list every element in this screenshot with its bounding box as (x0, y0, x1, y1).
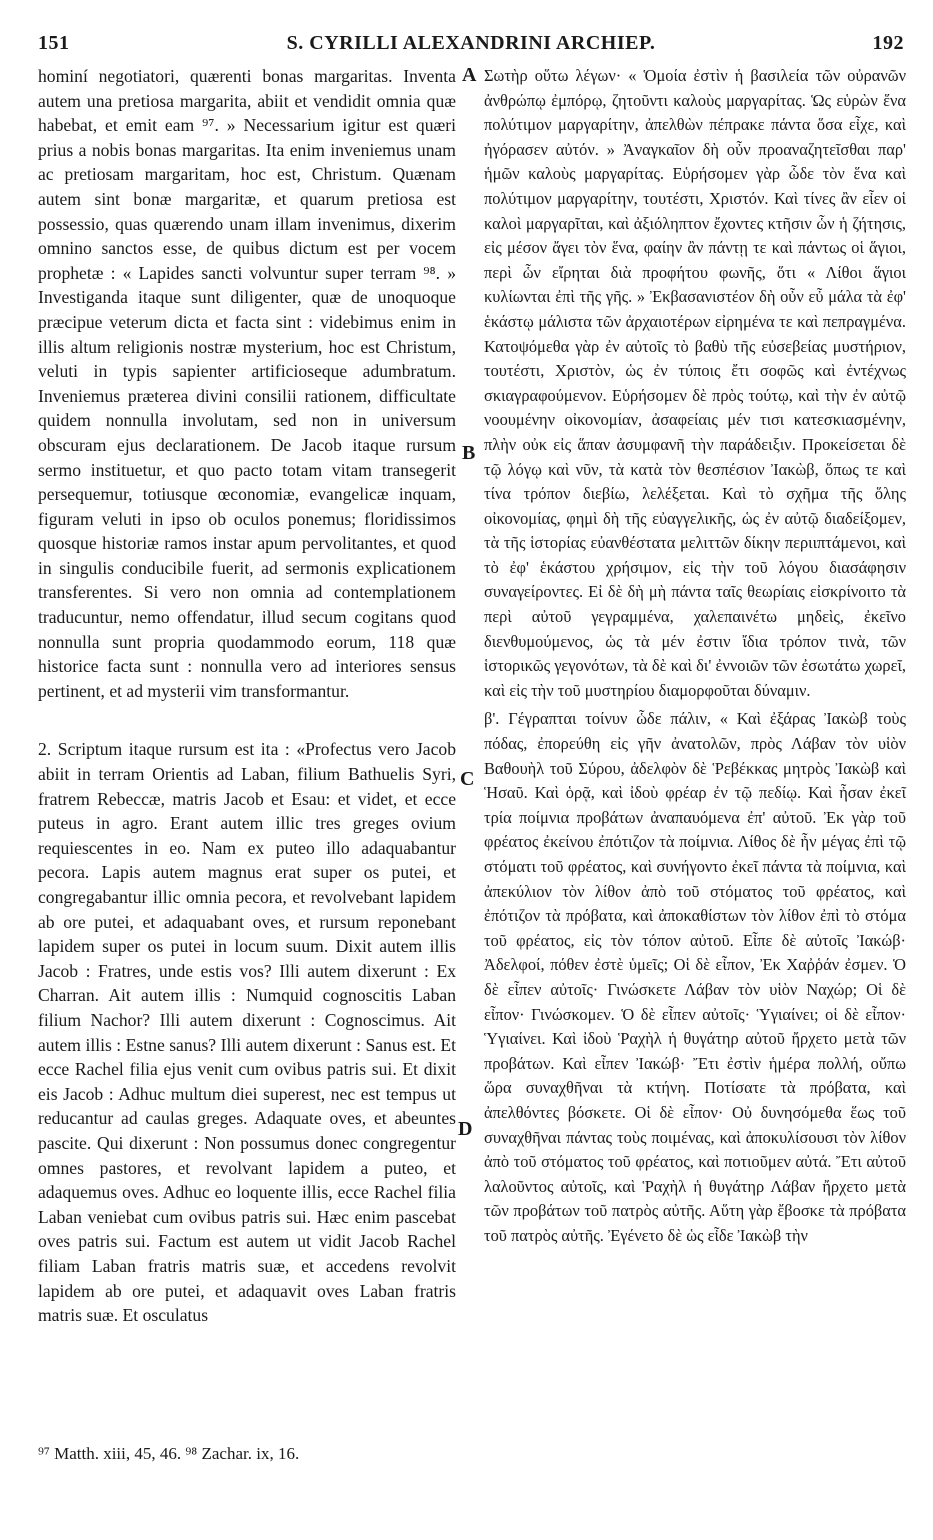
margin-mark-d: D (458, 1118, 473, 1140)
margin-mark-a: A (462, 64, 477, 86)
running-header (38, 32, 904, 60)
margin-mark-b: B (462, 442, 476, 464)
greek-column (484, 64, 906, 1249)
greek-paragraph-2: β'. Γέγραπται τοίνυν ὧδε πάλιν, « Καὶ ἐξάρας Ἰακὼβ τοὺς πόδας, ἐπορεύθη εἰς γῆν ἀνατολῶν, πρὸς Λάβαν τὸν υἱὸν Βαθουὴλ τοῦ Σύρου, ἀδελφὸν δὲ Ῥεβέκκας μητρὸς Ἰακὼβ καὶ Ἡσαῦ. Καὶ ὁρᾷ, καὶ ἰδοὺ φρέαρ ἐν τῷ πεδίῳ. Καὶ ἦσαν ἐκεῖ τρία ποίμνια προβάτων ἀναπαυόμενα ἐπ' αὐτοῦ. Ἐκ γὰρ τοῦ φρέατος ἐκείνου ἐπότιζον τὰ ποίμνια. Λίθος δὲ ἦν μέγας ἐπὶ τῷ στόματι τοῦ φρέατος, καὶ συνήγοντο ἐκεῖ πάντα τὰ ποίμνια, καὶ ἀπεκύλιον τὸν λίθον ἀπὸ τοῦ στόματος τοῦ φρέατος, καὶ ἐπότιζον τὰ πρόβατα, καὶ ἀποκαθίστων τὸν λίθον ἐπὶ τὸ στόμα τοῦ φρέατος, εἰς τὸν τόπον αὐτοῦ. Εἶπε δὲ αὐτοῖς Ἰακώβ· Ἀδελφοί, πόθεν ἐστὲ ὑμεῖς; Οἱ δὲ εἶπον, Ἐκ Χαῤῥάν ἐσμεν. Ὁ δὲ εἶπεν αὐτοῖς· Γινώσκετε Λάβαν τὸν υἱὸν Ναχώρ; Οἱ δὲ εἶπον· Γινώσκομεν. Ὁ δὲ εἶπεν αὐτοῖς· Ὑγιαίνει; οἱ δὲ εἶπον· Ὑγιαίνει. Καὶ ἰδοὺ Ῥαχὴλ ἡ θυγάτηρ αὐτοῦ ἤρχετο μετὰ τῶν προβάτων. Καὶ εἶπεν Ἰακώβ· Ἔτι ἐστὶν ἡμέρα πολλή, οὔπω ὥρα συναχθῆναι τὰ κτήνη. Ποτίσατε τὰ πρόβατα, καὶ ἀπελθόντες βόσκετε. Οἱ δὲ εἶπον· Οὐ δυνησόμεθα ἕως τοῦ συναχθῆναι πάντας τοὺς ποιμένας, καὶ ἀποκυλίσουσι τὸν λίθον ἀπὸ τοῦ στόματος τοῦ φρέατος, καὶ ποτιοῦμεν αὐτά. Ἔτι αὐτοῦ λαλοῦντος αὐτοῖς, καὶ Ῥαχὴλ ἡ θυγάτηρ Λάβαν ἤρχετο μετὰ τῶν προβάτων τοῦ πατρὸς αὐτῆς. Αὕτη γὰρ ἔβοσκε τὰ πρόβατα τοῦ πατρὸς αὐτῆς. Ἐγένετο δὲ ὡς εἶδε Ἰακὼβ τὴν (484, 709, 906, 1245)
footnotes: ⁹⁷ Matth. xiii, 45, 46. ⁹⁸ Zachar. ix, 16. (38, 1444, 300, 1463)
greek-paragraph-1: Σωτὴρ οὕτω λέγων· « Ὁμοία ἐστὶν ἡ βασιλεία τῶν οὐρανῶν ἀνθρώπῳ ἐμπόρῳ, ζητοῦντι καλοὺς μαργαρίτας. Ὡς εὑρὼν ἕνα πολύτιμον μαργαρίτην, ἀπελθὼν πέπρακε πάντα ὅσα εἶχε, καὶ ἠγόρασεν αὐτόν. » Ἀναγκαῖον δὴ οὖν προαναζητεῖσθαι παρ' ἡμῶν καλοὺς μαργαρίτας. Εὑρήσομεν γὰρ ὧδε τὸν ἕνα καὶ πολύτιμον μαργαρίτην, τουτέστι, Χριστόν. Καὶ τίνες ἂν εἶεν οἱ καλοὶ μαργαρῖται, καὶ ἀξιόληπτον ἔχοντες κτῆσιν ὧν ἡ ζήτησις, εἰς μέσον ἄγει τὸν ἕνα, φαίην ἂν πάντῃ τε καὶ πάντως οἱ ἅγιοι, περὶ ὧν εἴρηται διὰ προφήτου φωνῆς, ὅτι « Λίθοι ἅγιοι κυλίωνται ἐπὶ τῆς γῆς. » Ἐκβασανιστέον δὴ οὖν εὖ μάλα τὰ ἐφ' ἑκάστῳ μάλιστα τῶν ἀρχαιοτέρων εἰρημένα τε καὶ πεπραγμένα. Κατοψόμεθα γὰρ ἐν αὐτοῖς τὸ βαθὺ τῆς εὐσεβείας μυστήριον, τουτέστι, Χριστὸν, ὡς ἐν τύποις ἔτι σοφῶς καὶ ἐντέχνως σκιαγραφούμενον. Εὑρήσομεν δὲ πρὸς τούτῳ, καὶ τὴν ἐν αὐτῷ νοουμένην οἰκονομίαν, ἀσαφείαις μέν τισι κατεσκιασμένην, πλὴν οὐκ εἰς ἅπαν ἀσυμφανῆ τὴν παράδειξιν. Προκείσεται δὲ τῷ λόγῳ καὶ νῦν, τὰ κατὰ τὸν θεσπέσιον Ἰακὼβ, ὅπως τε καὶ τίνα τρόπον διεβίω, λελέξεται. Καὶ τὸ σχῆμα τῆς ὅλης οἰκονομίας, φημὶ δὴ τῆς εὐαγγελικῆς, ὡς ἐν αὐτῷ διαδείξομεν, τὰ τῆς ἱστορίας εὐανθέστατα μελιττῶν δίκην περιιπτάμενοι, καὶ τὸ ἐφ' ἑκάστου χρήσιμον, εἰς τὴν τοῦ λόγου διασάφησιν συναγείροντες. Εἰ δὲ δὴ μὴ πάντα ταῖς θεωρίαις εἰσκρίνοιτο τὰ περὶ αὐτοῦ γεγραμμένα, χαλεπαινέτω μηδεὶς, ἐκεῖνο διενθυμούμενος, ὡς τὰ μέν ἐστιν ἴδια τρόπον τινὰ, τῶν ἱστορικῶς γεγονότων, τὰ δὲ καὶ δι' ἐννοιῶν τῶν ἐσωτάτω χωρεῖ, καὶ εἰς τὴν τοῦ μυστηρίου διαμορφοῦται δύναμιν. (484, 66, 906, 700)
margin-mark-c: C (460, 768, 475, 790)
latin-paragraph-1: hominí negotiatori, quærenti bonas margaritas. Inventa autem una pretiosa margarita, abiit et vendidit omnia quæ habebat, et emit eam ⁹⁷. » Necessarium igitur est quæri prius a nobis bonas margaritas. Ita enim inveniemus unam ac pretiosam margaritam, hoc est, Christum. Quænam autem sint bonæ margaritæ, et quarum pretiosa est possessio, quas quærendo unam illam invenimus, dixerim omnino sanctos esse, de quibus dictum est per vocem prophetæ : « Lapides sancti volvuntur super terram ⁹⁸. » Investiganda itaque sunt diligenter, quæ de unoquoque præcipue veterum dicta et facta sint : videbimus enim in illis altum religionis nostræ mysterium, hoc est Christum, veluti in typis sapienter artificioseque adumbratum. Inveniemus præterea divini consilii rationem, difficultate quidem nonnulla involutam, sed non in universum obscuram ejus declarationem. De Jacob itaque rursum sermo instituetur, et quo pacto totam vitam transegerit persequemur, totiusque œconomiæ, evangelicæ inquam, figuram veluti in ipso ob oculos ponemus; floridissimos quosque historiæ ramos instar apum pervolitantes, et quod in singulis conducibile fuerit, ad sermonis explicationem transferentes. Si vero non omnia ad contemplationem traducuntur, nemo offendatur, illud secum cogitans quod nonnulla sunt propria quodammodo eorum, 118 quæ historice facta sunt : nonnulla vero ad interiores sensus pertinent, et ad mysterii vim transformantur. (38, 66, 456, 701)
latin-column (38, 64, 456, 1328)
page-number-left: 151 (38, 32, 70, 54)
latin-paragraph-2: 2. Scriptum itaque rursum est ita : «Profectus vero Jacob abiit in terram Orientis ad Laban, filium Bathuelis Syri, fratrem Rebeccæ, matris Jacob et Esau: et videt, et ecce puteus in agro. Erant autem illic tres greges ovium requiescentes in eo. Nam ex puteo illo adaquabantur pecora. Lapis autem magnus erat super os putei, et congregabantur illic omnia pecora, et revolvebant lapidem ab ore putei, et adaquabant oves, et rursum reponebant lapidem super os putei in locum suum. Dixit autem illis Jacob : Fratres, unde estis vos? Illi autem dixerunt : Ex Charran. Ait autem illis : Numquid cognoscitis Laban filium Nachor? Illi autem dixerunt : Cognoscimus. Ait autem illis : Estne sanus? Illi autem dixerunt : Sanus est. Et ecce Rachel filia ejus venit cum ovibus patris sui. Et dixit eis Jacob : Adhuc multum diei superest, nec est tempus ut reducantur ad caulas greges. Adaquate oves, et abeuntes pascite. Qui dixerunt : Non possumus donec congregentur omnes pastores, et revolvant lapidem a puteo, et adaquemus oves. Adhuc eo loquente illis, ecce Rachel filia Laban veniebat cum ovibus patris sui. Hæc enim pascebat oves patris sui. Factum est autem ut vidit Jacob Rachel filiam Laban fratris matris suæ, et accedens revolvit lapidem ab ore putei, et adaquavit oves Laban fratris matris suæ. Et osculatus (38, 739, 456, 1326)
running-title: S. CYRILLI ALEXANDRINI ARCHIEP. (286, 32, 656, 54)
page-number-right: 192 (872, 32, 904, 54)
